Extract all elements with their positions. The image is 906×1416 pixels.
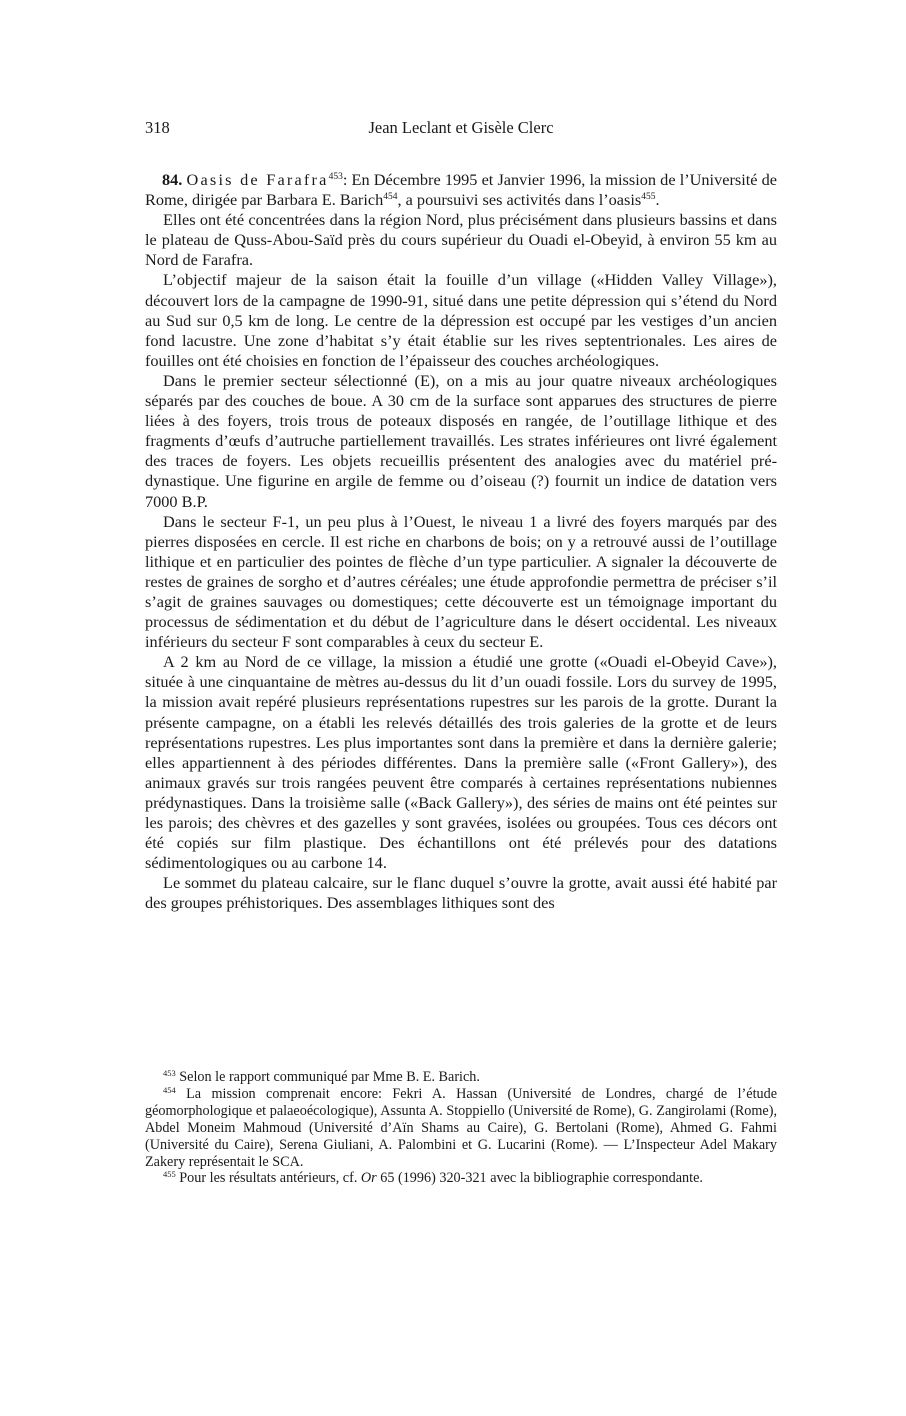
footnote-text: Selon le rapport communiqué par Mme B. E. Barich.	[179, 1069, 480, 1085]
paragraph-cave: A 2 km au Nord de ce village, la mission a étudié une grotte («Ouadi el-Obeyid Cave»), située à une cinquantaine de mètres au-dessus du lit d’un ouadi fossile. Lors du survey de 1995, la mission avait repéré plusieurs représentations rupestres sur les parois de la grotte. Durant la présente campagne, on a établi les relevés détaillés des trois galeries de la grotte et de leurs représentations rupestres. Les plus importantes sont dans la première et dans la dernière galerie; elles appartiennent à des périodes différentes. Dans la première salle («Front Gallery»), des animaux gravés sur trois rangées peuvent être comparés à certaines représentations nubiennes prédynastiques. Dans la troisième salle («Back Gallery»), des séries de mains ont été peintes sur les parois; des chèvres et des gazelles y sont gravées, isolées ou groupées. Tous ces décors ont été copiés sur film plastique. Des échantillons ont été prélevés pour des datations sédimentologiques ou au carbone 14.	[145, 652, 777, 873]
footnote-ref-453: 453	[328, 172, 343, 182]
running-title: Jean Leclant et Gisèle Clerc	[368, 118, 554, 137]
paragraph-sector-f: Dans le secteur F-1, un peu plus à l’Ouest, le niveau 1 a livré des foyers marqués par des pierres disposées en cercle. Il est riche en charbons de bois; on y a retrouvé aussi de l’outillage lithique et en particulier des pointes de flèche d’un type particulier. A signaler la découverte de restes de graines de sorgho et d’autres céréales; une étude approfondie permettra de préciser s’il s’agit de graines sauvages ou domestiques; cette découverte est un témoignage important du processus de sédimentation et du début de l’agriculture dans le désert occidental. Les niveaux inférieurs du secteur F sont comparables à ceux du secteur E.	[145, 511, 777, 652]
footnote-number: 455	[163, 1169, 176, 1180]
footnote-454	[145, 1086, 777, 1171]
paragraph-plateau: Le sommet du plateau calcaire, sur le flanc duquel s’ouvre la grotte, avait aussi été habité par des groupes préhistoriques. Des assemblages lithiques sont des	[145, 873, 777, 913]
footnote-text-end: 65 (1996) 320-321 avec la bibliographie correspondante.	[376, 1170, 703, 1187]
main-text	[145, 170, 777, 913]
footnote-ref-454: 454	[383, 192, 398, 203]
section-intro-paragraph	[145, 170, 777, 210]
footnote-text: Pour les résultats antérieurs, cf.	[179, 1170, 361, 1187]
intro-text-2: , a poursuivi ses activités dans l’oasis	[397, 190, 642, 210]
paragraph-village: L’objectif majeur de la saison était la fouille d’un village («Hidden Valley Village»), découvert lors de la campagne de 1990-91, situé dans une petite dépression qui s’étend du Nord au Sud sur 0,5 km de long. Le centre de la dépression est occupé par les vestiges d’un ancien fond lacustre. Une zone d’habitat s’y était établie sur les rives septentrionales. Les aires de fouilles ont été choisies en fonction de l’épaisseur des couches archéologiques.	[145, 270, 777, 370]
footnote-453	[145, 1069, 777, 1086]
footnote-ref-455: 455	[641, 192, 656, 203]
footnote-number: 453	[163, 1068, 176, 1078]
journal-abbrev: Or	[360, 1170, 377, 1187]
paragraph-region: Elles ont été concentrées dans la région Nord, plus précisément dans plusieurs bassins et dans le plateau de Quss-Abou-Saïd près du cours supérieur du Ouadi el-Obeyid, à environ 55 km au Nord de Farafra.	[145, 210, 777, 270]
intro-text: : En Décembre 1995 et Janvier 1996, la mission de l’Université de Rome, dirigée par Barbara E. Barich	[145, 170, 778, 210]
paragraph-sector-e: Dans le premier secteur sélectionné (E), on a mis au jour quatre niveaux archéologiques séparés par des couches de boue. A 30 cm de la surface sont apparues des structures de pierre liées à des foyers, trois trous de poteaux disposés en rangée, de l’outillage lithique et des fragments d’œufs d’autruche partiellement travaillés. Les strates inférieures ont livré également des traces de foyers. Les objets recueillis présentent des analogies avec du matériel pré-dynastique. Une figurine en argile de femme ou d’oiseau (?) fournit un indice de datation vers 7000 B.P.	[145, 370, 777, 511]
section-title: Oasis de Farafra	[186, 170, 329, 189]
page-header	[145, 118, 777, 142]
footnotes	[145, 1069, 777, 1187]
intro-end: .	[655, 190, 660, 210]
footnote-number: 454	[163, 1084, 176, 1095]
page-number: 318	[145, 118, 170, 137]
footnote-text: La mission comprenait encore: Fekri A. Hassan (Université de Londres, chargé de l’étude géomorphologique et palaeoécologique), Assunta A. Stoppiello (Université de Rome), G. Zangirolami (Rome), Abdel Moneim Mahmoud (Université d’Aïn Shams au Caire), G. Bertolani (Rome), Ahmed G. Fahmi (Université du Caire), Serena Giuliani, A. Palombini et G. Lucarini (Rome). — L’Inspecteur Adel Makary Zakery représentait le SCA.	[145, 1085, 777, 1170]
footnote-455	[145, 1170, 777, 1187]
section-number: 84.	[162, 170, 183, 189]
